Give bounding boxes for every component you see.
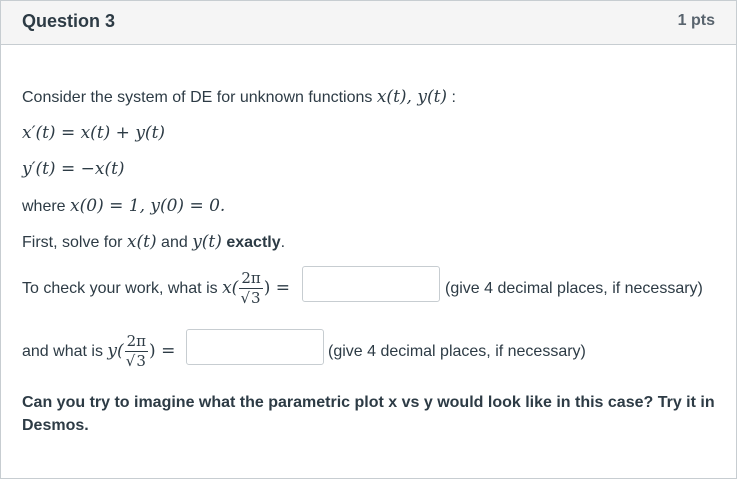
closing-line-1: Can you try to imagine what the parametric plot x vs y would look like in this case? Try it in [22,394,715,411]
intro-text: Consider the system of DE for unknown functions [22,89,377,106]
check-fn: x( [222,278,239,298]
check-close: ) = [263,278,290,298]
solve-text: First, solve for [22,234,127,251]
solve-period: . [280,234,286,251]
check-text: To check your work, what is [22,280,223,297]
solve-exactly: exactly [226,234,281,251]
sqrt-radicand-y: 3 [136,352,146,371]
fraction-denominator [239,289,262,307]
hint-y: (give 4 decimal places, if necessary) [328,343,586,360]
hint-x: (give 4 decimal places, if necessary) [445,280,703,297]
answer-y-input[interactable] [186,329,324,365]
fraction-numerator: 2π [241,269,261,288]
equation-1: x′(t) = x(t) + y(t) [22,123,166,143]
answer-x-input[interactable] [302,266,440,302]
intro-colon: : [447,89,456,106]
sqrt-symbol: √ [240,289,251,308]
check-y-line [22,329,175,379]
and-text: and what is [22,343,108,360]
solve-instruction [22,232,285,252]
sqrt-radicand: 3 [251,289,261,308]
question-header [1,1,736,45]
fraction-2pi-sqrt3-y [125,333,148,370]
where-text: where [22,198,71,215]
solve-and: and [156,234,193,251]
and-fn: y( [107,341,124,361]
sqrt-symbol-y: √ [125,352,136,371]
check-x-line [22,266,290,316]
question-title: Question 3 [22,11,116,31]
solve-math-x: x(t) [126,232,157,252]
solve-math-y: y(t) [192,232,222,252]
question-points: 1 pts [677,12,715,29]
where-math: x(0) = 1, y(0) = 0. [70,196,226,216]
and-close: ) = [149,341,176,361]
initial-conditions [22,196,225,216]
fraction-numerator-y: 2π [126,332,147,351]
closing-line-2: Desmos. [22,417,89,434]
fraction-2pi-sqrt3 [239,270,262,307]
intro-line [22,87,456,107]
equation-2: y′(t) = −x(t) [22,159,125,179]
intro-math: x(t), y(t) [376,87,448,107]
fraction-denominator-y [125,352,148,370]
